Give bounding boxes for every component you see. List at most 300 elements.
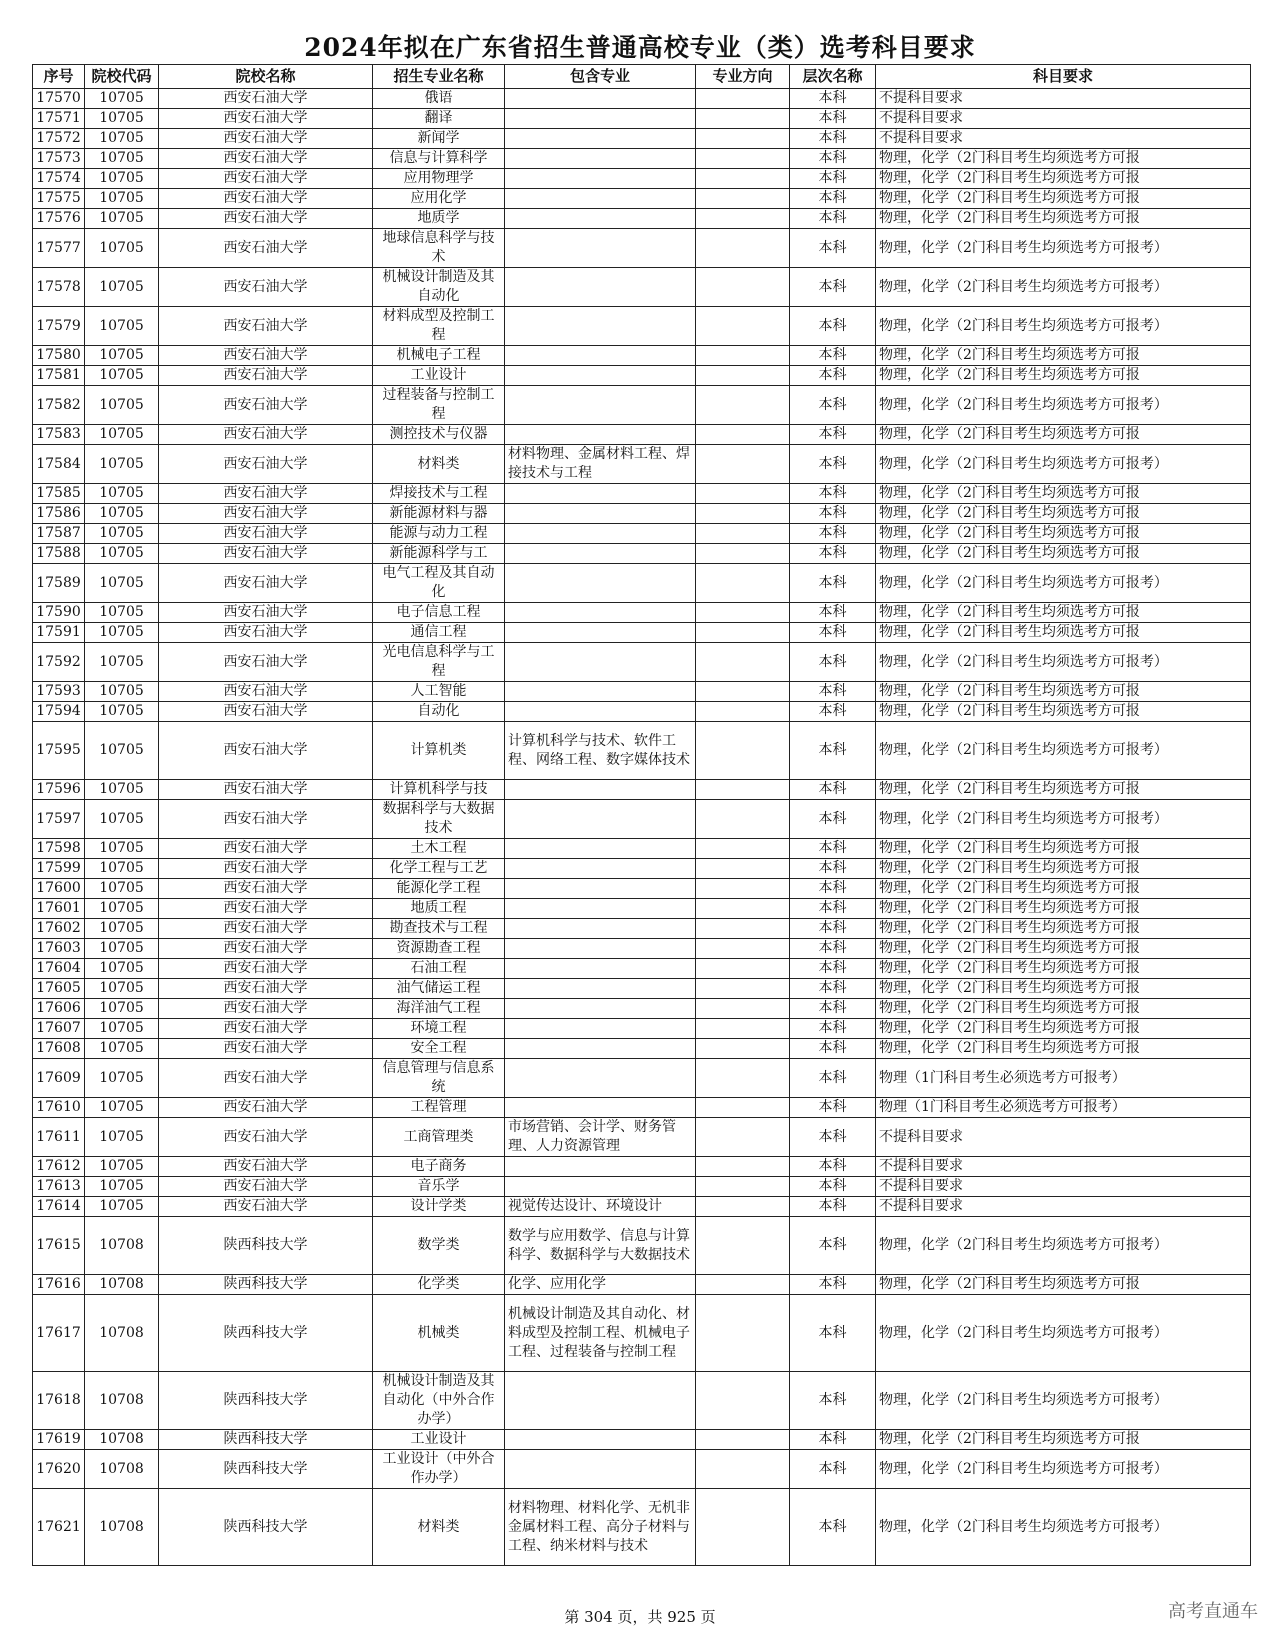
- row-subject-requirement: 物理，化学（2门科目考生均须选考方可报考）: [876, 1295, 1251, 1372]
- row-school-code: 10705: [85, 169, 159, 189]
- row-level: 本科: [790, 780, 876, 800]
- row-seq: 17589: [33, 564, 85, 603]
- row-school-name: 西安石油大学: [159, 839, 373, 859]
- row-major-direction: [696, 1430, 790, 1450]
- row-major-name: 数学类: [373, 1217, 505, 1275]
- row-major-direction: [696, 999, 790, 1019]
- row-major-name: 应用物理学: [373, 169, 505, 189]
- table-row: [33, 89, 1251, 109]
- table-row: [33, 939, 1251, 959]
- row-school-name: 西安石油大学: [159, 1157, 373, 1177]
- row-major-name: 机械电子工程: [373, 346, 505, 366]
- row-school-code: 10705: [85, 504, 159, 524]
- row-level: 本科: [790, 1217, 876, 1275]
- row-level: 本科: [790, 899, 876, 919]
- row-level: 本科: [790, 1177, 876, 1197]
- row-subject-requirement: 物理，化学（2门科目考生均须选考方可报: [876, 999, 1251, 1019]
- row-school-name: 西安石油大学: [159, 109, 373, 129]
- row-major-name: 材料类: [373, 445, 505, 484]
- row-major-direction: [696, 839, 790, 859]
- row-school-name: 西安石油大学: [159, 939, 373, 959]
- row-level: 本科: [790, 959, 876, 979]
- row-level: 本科: [790, 1197, 876, 1217]
- row-included-majors: [505, 702, 696, 722]
- row-major-direction: [696, 484, 790, 504]
- row-included-majors: [505, 839, 696, 859]
- row-subject-requirement: 物理，化学（2门科目考生均须选考方可报: [876, 702, 1251, 722]
- table-row: [33, 209, 1251, 229]
- row-school-code: 10708: [85, 1372, 159, 1430]
- row-major-name: 过程装备与控制工程: [373, 386, 505, 425]
- table-row: [33, 504, 1251, 524]
- row-included-majors: [505, 780, 696, 800]
- row-major-direction: [696, 1177, 790, 1197]
- row-major-direction: [696, 229, 790, 268]
- row-included-majors: [505, 484, 696, 504]
- row-school-code: 10705: [85, 346, 159, 366]
- row-subject-requirement: 物理，化学（2门科目考生均须选考方可报考）: [876, 268, 1251, 307]
- row-school-name: 西安石油大学: [159, 1039, 373, 1059]
- row-seq: 17570: [33, 89, 85, 109]
- table-row: [33, 445, 1251, 484]
- row-included-majors: [505, 1450, 696, 1489]
- row-school-code: 10705: [85, 1059, 159, 1098]
- row-seq: 17603: [33, 939, 85, 959]
- row-included-majors: [505, 1098, 696, 1118]
- row-seq: 17620: [33, 1450, 85, 1489]
- row-level: 本科: [790, 999, 876, 1019]
- row-level: 本科: [790, 979, 876, 999]
- brand-watermark: 高考直通车: [1168, 1601, 1258, 1622]
- row-major-direction: [696, 919, 790, 939]
- row-seq: 17605: [33, 979, 85, 999]
- header-major-name: 招生专业名称: [373, 65, 505, 89]
- row-school-code: 10705: [85, 1197, 159, 1217]
- row-school-code: 10705: [85, 722, 159, 780]
- row-level: 本科: [790, 919, 876, 939]
- row-school-name: 西安石油大学: [159, 1177, 373, 1197]
- row-included-majors: [505, 307, 696, 346]
- row-subject-requirement: 物理，化学（2门科目考生均须选考方可报: [876, 209, 1251, 229]
- row-major-name: 应用化学: [373, 189, 505, 209]
- row-seq: 17596: [33, 780, 85, 800]
- table-row: [33, 1118, 1251, 1157]
- row-school-code: 10705: [85, 524, 159, 544]
- table-header-row: [33, 65, 1251, 89]
- row-seq: 17617: [33, 1295, 85, 1372]
- row-school-name: 西安石油大学: [159, 1118, 373, 1157]
- row-included-majors: [505, 1177, 696, 1197]
- row-subject-requirement: 物理，化学（2门科目考生均须选考方可报考）: [876, 307, 1251, 346]
- row-included-majors: [505, 919, 696, 939]
- row-school-code: 10708: [85, 1295, 159, 1372]
- row-school-code: 10705: [85, 484, 159, 504]
- row-level: 本科: [790, 1489, 876, 1566]
- row-subject-requirement: 不提科目要求: [876, 1197, 1251, 1217]
- row-major-name: 地球信息科学与技术: [373, 229, 505, 268]
- row-school-name: 陕西科技大学: [159, 1489, 373, 1566]
- row-major-name: 音乐学: [373, 1177, 505, 1197]
- header-seq: 序号: [33, 65, 85, 89]
- table-row: [33, 544, 1251, 564]
- row-level: 本科: [790, 544, 876, 564]
- row-included-majors: [505, 524, 696, 544]
- row-school-name: 西安石油大学: [159, 1098, 373, 1118]
- row-major-direction: [696, 544, 790, 564]
- table-row: [33, 1039, 1251, 1059]
- row-subject-requirement: 物理，化学（2门科目考生均须选考方可报: [876, 504, 1251, 524]
- row-seq: 17598: [33, 839, 85, 859]
- row-seq: 17588: [33, 544, 85, 564]
- row-subject-requirement: 物理，化学（2门科目考生均须选考方可报: [876, 149, 1251, 169]
- table-row: [33, 919, 1251, 939]
- row-subject-requirement: 物理，化学（2门科目考生均须选考方可报: [876, 1430, 1251, 1450]
- row-school-code: 10705: [85, 899, 159, 919]
- table-row: [33, 1489, 1251, 1566]
- row-major-direction: [696, 1118, 790, 1157]
- row-included-majors: [505, 366, 696, 386]
- row-major-direction: [696, 979, 790, 999]
- row-major-name: 计算机类: [373, 722, 505, 780]
- table-row: [33, 603, 1251, 623]
- row-major-direction: [696, 682, 790, 702]
- row-included-majors: [505, 129, 696, 149]
- row-level: 本科: [790, 603, 876, 623]
- row-major-direction: [696, 780, 790, 800]
- row-included-majors: [505, 169, 696, 189]
- row-school-name: 西安石油大学: [159, 564, 373, 603]
- row-school-code: 10705: [85, 268, 159, 307]
- row-major-name: 材料成型及控制工程: [373, 307, 505, 346]
- table-row: [33, 722, 1251, 780]
- table-row: [33, 682, 1251, 702]
- row-school-code: 10708: [85, 1450, 159, 1489]
- row-included-majors: 计算机科学与技术、软件工程、网络工程、数字媒体技术: [505, 722, 696, 780]
- row-subject-requirement: 不提科目要求: [876, 1177, 1251, 1197]
- table-row: [33, 999, 1251, 1019]
- row-school-name: 西安石油大学: [159, 879, 373, 899]
- row-level: 本科: [790, 1295, 876, 1372]
- row-major-name: 设计学类: [373, 1197, 505, 1217]
- row-major-direction: [696, 268, 790, 307]
- row-school-code: 10705: [85, 386, 159, 425]
- row-included-majors: [505, 268, 696, 307]
- row-seq: 17585: [33, 484, 85, 504]
- row-subject-requirement: 物理，化学（2门科目考生均须选考方可报考）: [876, 1489, 1251, 1566]
- row-subject-requirement: 物理，化学（2门科目考生均须选考方可报: [876, 623, 1251, 643]
- table-row: [33, 1098, 1251, 1118]
- row-seq: 17593: [33, 682, 85, 702]
- row-major-direction: [696, 643, 790, 682]
- row-major-name: 地质工程: [373, 899, 505, 919]
- row-subject-requirement: 不提科目要求: [876, 89, 1251, 109]
- row-level: 本科: [790, 1372, 876, 1430]
- row-school-name: 西安石油大学: [159, 544, 373, 564]
- row-major-name: 环境工程: [373, 1019, 505, 1039]
- row-school-code: 10705: [85, 1157, 159, 1177]
- row-seq: 17571: [33, 109, 85, 129]
- row-seq: 17597: [33, 800, 85, 839]
- row-major-direction: [696, 189, 790, 209]
- row-school-code: 10705: [85, 564, 159, 603]
- header-subject-requirement: 科目要求: [876, 65, 1251, 89]
- row-subject-requirement: 物理，化学（2门科目考生均须选考方可报: [876, 939, 1251, 959]
- row-seq: 17592: [33, 643, 85, 682]
- row-seq: 17581: [33, 366, 85, 386]
- table-row: [33, 149, 1251, 169]
- row-included-majors: [505, 603, 696, 623]
- row-school-code: 10705: [85, 209, 159, 229]
- row-major-direction: [696, 1197, 790, 1217]
- row-school-code: 10705: [85, 979, 159, 999]
- row-school-name: 西安石油大学: [159, 1197, 373, 1217]
- row-major-name: 工业设计: [373, 1430, 505, 1450]
- row-level: 本科: [790, 268, 876, 307]
- row-included-majors: [505, 959, 696, 979]
- table-row: [33, 859, 1251, 879]
- row-subject-requirement: 物理，化学（2门科目考生均须选考方可报: [876, 169, 1251, 189]
- row-included-majors: [505, 939, 696, 959]
- table-row: [33, 366, 1251, 386]
- row-included-majors: [505, 1019, 696, 1039]
- row-major-name: 地质学: [373, 209, 505, 229]
- row-included-majors: 市场营销、会计学、财务管理、人力资源管理: [505, 1118, 696, 1157]
- row-school-name: 陕西科技大学: [159, 1217, 373, 1275]
- row-seq: 17608: [33, 1039, 85, 1059]
- row-school-code: 10705: [85, 939, 159, 959]
- row-major-direction: [696, 346, 790, 366]
- row-included-majors: [505, 879, 696, 899]
- header-level: 层次名称: [790, 65, 876, 89]
- row-school-code: 10705: [85, 307, 159, 346]
- row-school-code: 10705: [85, 859, 159, 879]
- row-level: 本科: [790, 346, 876, 366]
- row-subject-requirement: 物理，化学（2门科目考生均须选考方可报: [876, 839, 1251, 859]
- row-subject-requirement: 物理，化学（2门科目考生均须选考方可报: [876, 1019, 1251, 1039]
- row-major-direction: [696, 1450, 790, 1489]
- row-major-name: 油气储运工程: [373, 979, 505, 999]
- row-school-code: 10705: [85, 445, 159, 484]
- table-row: [33, 484, 1251, 504]
- row-school-code: 10705: [85, 149, 159, 169]
- row-subject-requirement: 物理，化学（2门科目考生均须选考方可报: [876, 1275, 1251, 1295]
- row-level: 本科: [790, 722, 876, 780]
- row-school-name: 西安石油大学: [159, 229, 373, 268]
- row-seq: 17591: [33, 623, 85, 643]
- row-seq: 17621: [33, 1489, 85, 1566]
- row-seq: 17616: [33, 1275, 85, 1295]
- table-row: [33, 1059, 1251, 1098]
- row-subject-requirement: 不提科目要求: [876, 109, 1251, 129]
- row-school-name: 西安石油大学: [159, 899, 373, 919]
- table-row: [33, 979, 1251, 999]
- row-included-majors: [505, 189, 696, 209]
- table-row: [33, 524, 1251, 544]
- row-included-majors: 机械设计制造及其自动化、材料成型及控制工程、机械电子工程、过程装备与控制工程: [505, 1295, 696, 1372]
- row-major-direction: [696, 702, 790, 722]
- row-school-code: 10705: [85, 229, 159, 268]
- row-level: 本科: [790, 89, 876, 109]
- row-subject-requirement: 物理，化学（2门科目考生均须选考方可报考）: [876, 564, 1251, 603]
- row-level: 本科: [790, 939, 876, 959]
- row-major-direction: [696, 959, 790, 979]
- row-major-direction: [696, 1275, 790, 1295]
- row-subject-requirement: 物理，化学（2门科目考生均须选考方可报: [876, 524, 1251, 544]
- row-major-name: 信息与计算科学: [373, 149, 505, 169]
- row-subject-requirement: 物理，化学（2门科目考生均须选考方可报考）: [876, 722, 1251, 780]
- row-subject-requirement: 物理（1门科目考生必须选考方可报考）: [876, 1098, 1251, 1118]
- row-included-majors: [505, 1372, 696, 1430]
- row-school-name: 陕西科技大学: [159, 1295, 373, 1372]
- row-subject-requirement: 物理，化学（2门科目考生均须选考方可报: [876, 919, 1251, 939]
- row-included-majors: 材料物理、材料化学、无机非金属材料工程、高分子材料与工程、纳米材料与技术: [505, 1489, 696, 1566]
- header-school-code: 院校代码: [85, 65, 159, 89]
- row-seq: 17595: [33, 722, 85, 780]
- row-seq: 17619: [33, 1430, 85, 1450]
- row-seq: 17604: [33, 959, 85, 979]
- row-seq: 17613: [33, 1177, 85, 1197]
- row-school-name: 陕西科技大学: [159, 1450, 373, 1489]
- row-school-code: 10705: [85, 780, 159, 800]
- row-seq: 17600: [33, 879, 85, 899]
- row-level: 本科: [790, 1039, 876, 1059]
- row-seq: 17590: [33, 603, 85, 623]
- row-level: 本科: [790, 484, 876, 504]
- table-row: [33, 1197, 1251, 1217]
- row-school-code: 10708: [85, 1489, 159, 1566]
- row-major-name: 工业设计（中外合作办学）: [373, 1450, 505, 1489]
- row-level: 本科: [790, 189, 876, 209]
- row-major-direction: [696, 149, 790, 169]
- row-included-majors: [505, 643, 696, 682]
- header-major-direction: 专业方向: [696, 65, 790, 89]
- row-seq: 17601: [33, 899, 85, 919]
- row-seq: 17577: [33, 229, 85, 268]
- row-seq: 17572: [33, 129, 85, 149]
- row-level: 本科: [790, 366, 876, 386]
- table-row: [33, 425, 1251, 445]
- row-school-name: 西安石油大学: [159, 89, 373, 109]
- row-school-name: 西安石油大学: [159, 346, 373, 366]
- row-included-majors: [505, 800, 696, 839]
- row-major-name: 光电信息科学与工程: [373, 643, 505, 682]
- row-seq: 17614: [33, 1197, 85, 1217]
- row-included-majors: [505, 999, 696, 1019]
- row-major-direction: [696, 899, 790, 919]
- row-major-direction: [696, 129, 790, 149]
- table-row: [33, 879, 1251, 899]
- row-subject-requirement: 物理，化学（2门科目考生均须选考方可报: [876, 366, 1251, 386]
- row-included-majors: [505, 504, 696, 524]
- row-included-majors: 材料物理、金属材料工程、焊接技术与工程: [505, 445, 696, 484]
- row-major-name: 化学工程与工艺: [373, 859, 505, 879]
- row-school-code: 10705: [85, 879, 159, 899]
- row-major-name: 石油工程: [373, 959, 505, 979]
- row-seq: 17618: [33, 1372, 85, 1430]
- row-included-majors: [505, 109, 696, 129]
- row-major-direction: [696, 800, 790, 839]
- row-school-name: 西安石油大学: [159, 366, 373, 386]
- row-subject-requirement: 不提科目要求: [876, 1118, 1251, 1157]
- row-seq: 17584: [33, 445, 85, 484]
- row-seq: 17583: [33, 425, 85, 445]
- row-seq: 17594: [33, 702, 85, 722]
- row-seq: 17615: [33, 1217, 85, 1275]
- row-level: 本科: [790, 109, 876, 129]
- row-school-code: 10705: [85, 682, 159, 702]
- row-level: 本科: [790, 229, 876, 268]
- row-school-code: 10705: [85, 109, 159, 129]
- row-level: 本科: [790, 564, 876, 603]
- row-school-name: 西安石油大学: [159, 307, 373, 346]
- row-subject-requirement: 物理，化学（2门科目考生均须选考方可报: [876, 346, 1251, 366]
- row-subject-requirement: 不提科目要求: [876, 1157, 1251, 1177]
- row-subject-requirement: 物理，化学（2门科目考生均须选考方可报: [876, 682, 1251, 702]
- row-school-name: 西安石油大学: [159, 149, 373, 169]
- row-major-name: 自动化: [373, 702, 505, 722]
- row-major-direction: [696, 623, 790, 643]
- row-subject-requirement: 物理，化学（2门科目考生均须选考方可报考）: [876, 1217, 1251, 1275]
- row-level: 本科: [790, 1450, 876, 1489]
- row-major-direction: [696, 879, 790, 899]
- row-major-name: 资源勘查工程: [373, 939, 505, 959]
- table-row: [33, 899, 1251, 919]
- row-subject-requirement: 物理，化学（2门科目考生均须选考方可报考）: [876, 643, 1251, 682]
- row-major-name: 电子信息工程: [373, 603, 505, 623]
- row-school-name: 陕西科技大学: [159, 1372, 373, 1430]
- row-level: 本科: [790, 623, 876, 643]
- table-row: [33, 169, 1251, 189]
- row-major-name: 土木工程: [373, 839, 505, 859]
- row-subject-requirement: 物理，化学（2门科目考生均须选考方可报: [876, 603, 1251, 623]
- page-number: 第 304 页，共 925 页: [564, 1608, 716, 1626]
- row-school-name: 西安石油大学: [159, 979, 373, 999]
- row-school-code: 10705: [85, 959, 159, 979]
- row-subject-requirement: 物理，化学（2门科目考生均须选考方可报: [876, 780, 1251, 800]
- table-row: [33, 702, 1251, 722]
- row-seq: 17575: [33, 189, 85, 209]
- row-included-majors: [505, 1059, 696, 1098]
- row-subject-requirement: 物理，化学（2门科目考生均须选考方可报: [876, 484, 1251, 504]
- row-major-name: 焊接技术与工程: [373, 484, 505, 504]
- row-school-code: 10705: [85, 1039, 159, 1059]
- row-level: 本科: [790, 839, 876, 859]
- row-subject-requirement: 物理，化学（2门科目考生均须选考方可报: [876, 189, 1251, 209]
- row-seq: 17573: [33, 149, 85, 169]
- row-level: 本科: [790, 1157, 876, 1177]
- row-subject-requirement: 物理，化学（2门科目考生均须选考方可报: [876, 899, 1251, 919]
- table-row: [33, 564, 1251, 603]
- row-school-code: 10705: [85, 1118, 159, 1157]
- row-level: 本科: [790, 879, 876, 899]
- row-school-name: 西安石油大学: [159, 1059, 373, 1098]
- row-major-direction: [696, 109, 790, 129]
- row-school-name: 西安石油大学: [159, 722, 373, 780]
- row-included-majors: [505, 425, 696, 445]
- row-major-direction: [696, 1489, 790, 1566]
- row-included-majors: [505, 386, 696, 425]
- row-school-code: 10708: [85, 1430, 159, 1450]
- row-school-name: 西安石油大学: [159, 129, 373, 149]
- row-school-code: 10705: [85, 1177, 159, 1197]
- row-seq: 17612: [33, 1157, 85, 1177]
- row-school-code: 10708: [85, 1275, 159, 1295]
- row-level: 本科: [790, 859, 876, 879]
- row-school-code: 10705: [85, 189, 159, 209]
- row-included-majors: [505, 89, 696, 109]
- row-major-name: 人工智能: [373, 682, 505, 702]
- table-row: [33, 1217, 1251, 1275]
